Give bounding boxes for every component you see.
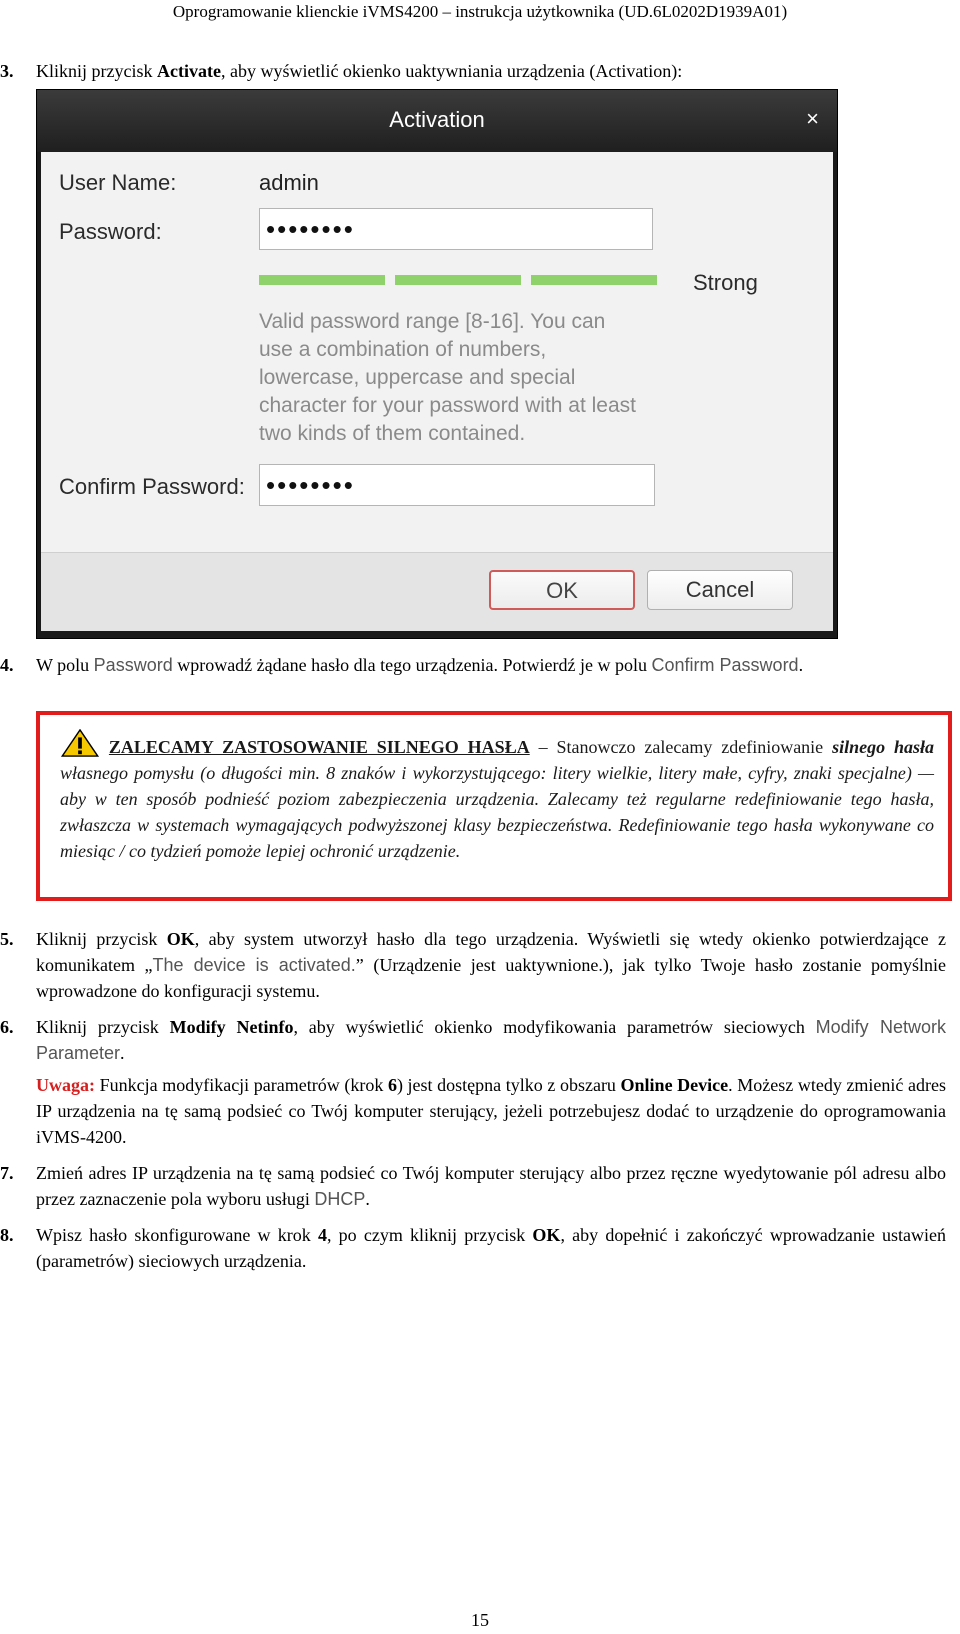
strong-password-warning <box>36 711 952 901</box>
text: . <box>798 655 804 675</box>
text: ) jest dostępna tylko z obszaru <box>396 1075 621 1095</box>
step-text <box>36 652 946 678</box>
hint-line: lowercase, uppercase and special <box>259 366 576 389</box>
text: , po czym kliknij przycisk <box>326 1225 533 1245</box>
hint-line: use a combination of numbers, <box>259 338 547 361</box>
ok-button[interactable]: OK <box>489 570 635 610</box>
activate-term: Activate <box>156 61 221 81</box>
text: 4 <box>317 1225 327 1245</box>
text: – Stanowczo zalecamy zdefiniowanie <box>529 737 833 757</box>
text: . <box>120 1043 125 1063</box>
dialog-button-bar <box>41 552 833 631</box>
warning-icon <box>60 729 100 757</box>
dialog-title: Activation <box>37 90 837 152</box>
text: wprowadź żądane hasło dla tego urządzenia. Potwierdź je w polu <box>172 655 652 675</box>
confirm-password-input[interactable]: •••••••• <box>259 464 655 506</box>
step-number: 4. <box>0 655 14 675</box>
strength-label: Strong <box>693 270 758 295</box>
close-icon[interactable]: × <box>806 106 819 131</box>
activated-message: The device is activated. <box>152 955 356 975</box>
password-hint <box>259 308 699 448</box>
note-text <box>36 1072 946 1150</box>
step-number: 6. <box>0 1017 14 1037</box>
warning-title: ZALECAMY ZASTOSOWANIE SILNEGO HASŁA <box>108 737 530 757</box>
strong-password-term: silnego hasła <box>832 737 934 757</box>
cancel-button[interactable]: Cancel <box>647 570 793 610</box>
text: , aby wyświetlić okienko uaktywniania urządzenia (Activation): <box>220 61 683 81</box>
dialog-body <box>41 152 833 630</box>
password-label: Password: <box>59 219 162 244</box>
activation-dialog <box>36 89 838 639</box>
modify-netinfo-term: Modify Netinfo <box>169 1017 294 1037</box>
hint-line: two kinds of them contained. <box>259 422 526 445</box>
ok-term: OK <box>532 1225 561 1245</box>
text: , aby system utworzył hasło dla tego urządzenia. Wyświetli się wtedy okienko potwierdzające z komunikatem „ <box>36 929 946 975</box>
text: ” (Urządzenie jest uaktywnione.), jak tylko Twoje hasło zostanie pomyślnie wprowadzone do konfiguracji systemu. <box>36 955 946 1001</box>
confirm-password-term: Confirm Password <box>651 655 799 675</box>
text: Wpisz hasło skonfigurowane w krok <box>36 1225 318 1245</box>
warning-text <box>60 729 934 864</box>
step-number: 5. <box>0 929 14 949</box>
hint-line: Valid password range [8-16]. You can <box>259 310 606 333</box>
confirm-password-label: Confirm Password: <box>59 474 245 499</box>
step-text <box>36 1222 946 1274</box>
page-number: 15 <box>471 1610 489 1630</box>
password-input[interactable]: •••••••• <box>259 208 653 250</box>
note-label: Uwaga: <box>36 1075 95 1095</box>
strength-bar-2 <box>395 275 521 285</box>
text: Funkcja modyfikacji parametrów (krok <box>95 1075 388 1095</box>
text: , aby wyświetlić okienko modyfikowania parametrów sieciowych <box>293 1017 816 1037</box>
step-text <box>36 1014 946 1066</box>
strength-bar-1 <box>259 275 385 285</box>
step-number: 7. <box>0 1163 14 1183</box>
text: W polu <box>36 655 94 675</box>
step-number: 8. <box>0 1225 14 1245</box>
hint-line: character for your password with at least <box>259 394 636 417</box>
step-text <box>36 58 946 84</box>
ok-term: OK <box>166 929 195 949</box>
text: Zmień adres IP urządzenia na tę samą podsieć co Twój komputer sterujący albo przez ręczne wyedytowanie pól adresu albo przez zaznaczenie pola wyboru usługi <box>36 1163 946 1209</box>
password-field-term: Password <box>93 655 173 675</box>
step-number: 3. <box>0 61 14 81</box>
page-header: Oprogramowanie klienckie iVMS4200 – instrukcja użytkownika (UD.6L0202D1939A01) <box>172 2 788 21</box>
text: Kliknij przycisk <box>36 1017 170 1037</box>
step-text <box>36 926 946 1004</box>
step-text <box>36 1160 946 1212</box>
user-name-value: admin <box>259 170 319 195</box>
text: , aby dopełnić i zakończyć wprowadzanie ustawień (parametrów) sieciowych urządzenia. <box>36 1225 946 1271</box>
text: Kliknij przycisk <box>36 929 167 949</box>
user-name-label: User Name: <box>59 170 177 195</box>
text: 6 <box>387 1075 397 1095</box>
online-device-term: Online Device <box>620 1075 729 1095</box>
text: własnego pomysłu (o długości min. 8 znaków i wykorzystującego: litery wielkie, litery małe, cyfry, znaki specjalne) — aby w ten sposób podnieść poziom zabezpieczenia urządzenia. Zalecamy też regularne redefiniowanie tego hasła, zwłaszcza w systemach wymagających podwyższonej klasy bezpieczeństwa. Redefiniowanie tego hasła wykonywane co miesiąc / co tydzień pomoże lepiej ochronić urządzenie. <box>60 763 934 861</box>
modify-network-parameter-term: Modify Network Parameter <box>36 1017 947 1063</box>
dhcp-term: DHCP <box>314 1189 366 1209</box>
strength-bar-3 <box>531 275 657 285</box>
text: . <box>365 1189 370 1209</box>
text: . Możesz wtedy zmienić adres IP urządzenia na tę samą podsieć co Twój komputer sterujący, jeżeli potrzebujesz dodać to urządzenie do oprogramowania iVMS-4200. <box>36 1075 946 1147</box>
text: Kliknij przycisk <box>36 61 157 81</box>
